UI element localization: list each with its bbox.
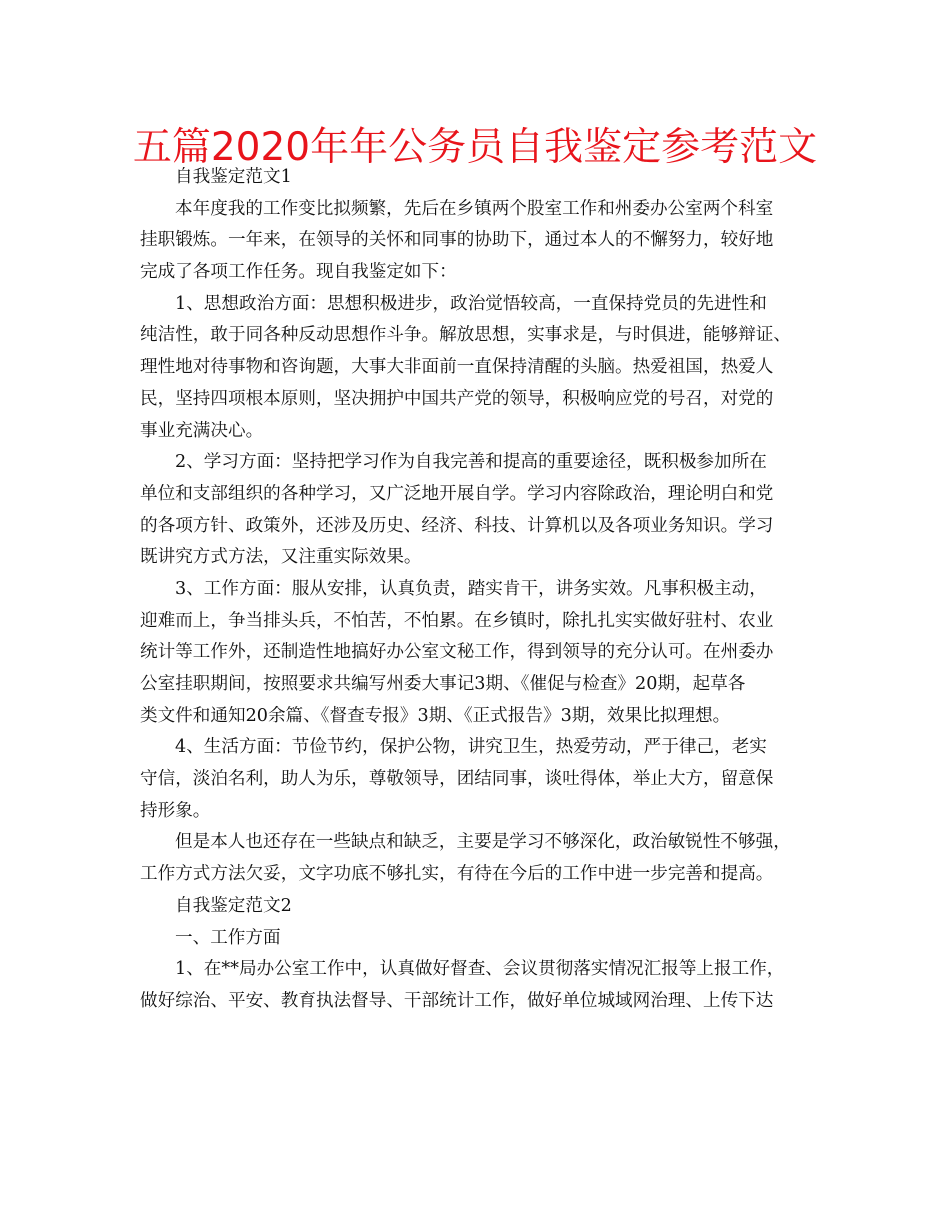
paragraph-line: 1、思想政治方面：思想积极进步，政治觉悟较高，一直保持党员的先进性和 [175, 293, 767, 314]
document-body [140, 162, 830, 1018]
paragraph-line: 单位和支部组织的各种学习，又广泛地开展自学。学习内容除政治，理论明白和党 [140, 483, 774, 504]
paragraph-line: 理性地对待事物和咨询题，大事大非面前一直保持清醒的头脑。热爱祖国，热爱人 [140, 357, 774, 378]
paragraph-line: 类文件和通知20余篇、《督查专报》3期、《正式报告》3期，效果比拟理想。 [140, 705, 731, 726]
paragraph-line: 2、学习方面：坚持把学习作为自我完善和提高的重要途径，既积极参加所在 [175, 452, 767, 473]
paragraph-line: 本年度我的工作变比拟频繁，先后在乡镇两个股室工作和州委办公室两个科室 [175, 198, 774, 219]
paragraph-line: 迎难而上，争当排头兵，不怕苦，不怕累。在乡镇时，除扎扎实实做好驻村、农业 [140, 610, 774, 631]
paragraph-line: 1、在**局办公室工作中，认真做好督查、会议贯彻落实情况汇报等上报工作， [175, 959, 785, 980]
paragraph-line: 一、工作方面 [175, 927, 281, 948]
paragraph-line: 3、工作方面：服从安排，认真负责，踏实肯干，讲务实效。凡事积极主动， [175, 578, 767, 599]
paragraph-line: 事业充满决心。 [140, 420, 264, 441]
paragraph-line: 公室挂职期间，按照要求共编写州委大事记3期、《催促与检查》20期，起草各 [140, 674, 746, 694]
paragraph-line: 既讲究方式方法，又注重实际效果。 [140, 547, 422, 568]
paragraph-line: 自我鉴定范文1 [175, 167, 292, 187]
paragraph-line: 工作方式方法欠妥，文字功底不够扎实，有待在今后的工作中进一步完善和提高。 [140, 864, 774, 885]
paragraph-line: 的各项方针、政策外，还涉及历史、经济、科技、计算机以及各项业务知识。学习 [140, 515, 774, 536]
paragraph-line: 4、生活方面：节俭节约，保护公物，讲究卫生，热爱劳动，严于律己，老实 [175, 737, 767, 758]
paragraph-line: 自我鉴定范文2 [175, 895, 292, 916]
paragraph-line: 民，坚持四项根本原则，坚决拥护中国共产党的领导，积极响应党的号召，对党的 [140, 388, 774, 409]
paragraph-line: 纯洁性，敢于同各种反动思想作斗争。解放思想，实事求是，与时俱进，能够辩证、 [140, 325, 791, 346]
paragraph-line: 持形象。 [140, 800, 211, 821]
paragraph-line: 完成了各项工作任务。现自我鉴定如下： [140, 262, 457, 283]
paragraph-line: 守信，淡泊名利，助人为乐，尊敬领导，团结同事，谈吐得体，举止大方，留意保 [140, 769, 774, 790]
paragraph-line: 统计等工作外，还制造性地搞好办公室文秘工作，得到领导的充分认可。在州委办 [140, 642, 774, 663]
paragraph-line: 但是本人也还存在一些缺点和缺乏，主要是学习不够深化，政治敏锐性不够强， [175, 832, 791, 853]
paragraph-line: 做好综治、平安、教育执法督导、干部统计工作，做好单位城域网治理、上传下达 [140, 990, 774, 1011]
paragraph-line: 挂职锻炼。一年来，在领导的关怀和同事的协助下，通过本人的不懈努力，较好地 [140, 230, 774, 251]
document-title: 五篇2020年年公务员自我鉴定参考范文 [132, 125, 818, 170]
